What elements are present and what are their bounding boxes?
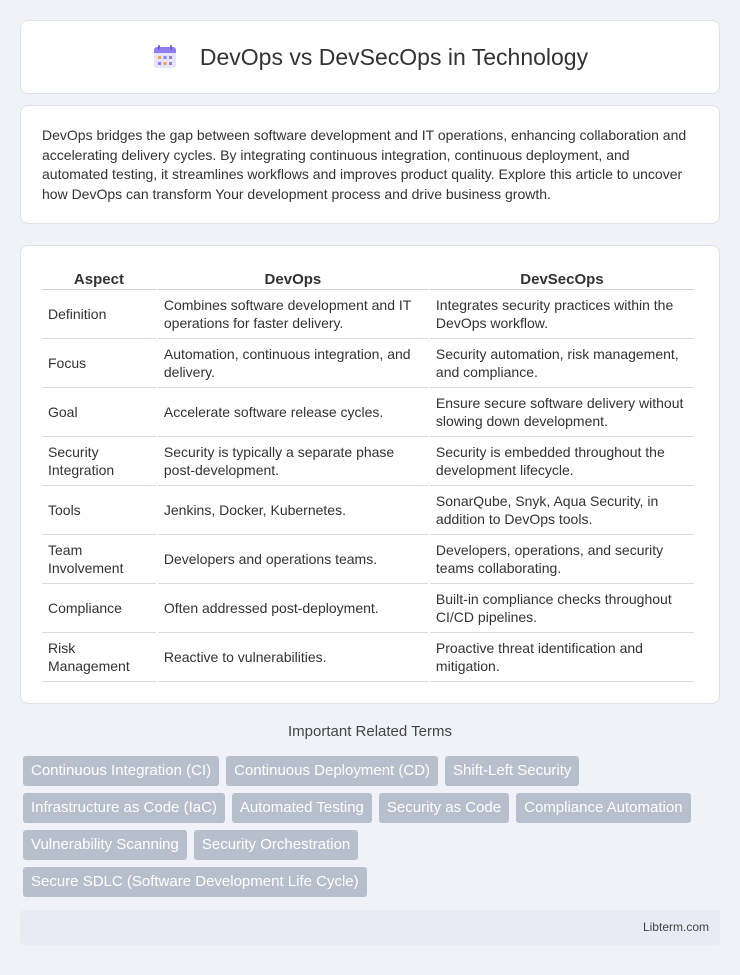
cell-aspect: Compliance xyxy=(42,584,156,633)
cell-aspect: Tools xyxy=(42,486,156,535)
table-row xyxy=(42,339,694,388)
cell-devops: Jenkins, Docker, Kubernetes. xyxy=(158,486,428,535)
table-row xyxy=(42,437,694,486)
related-term-tag[interactable]: Compliance Automation xyxy=(516,793,690,823)
intro-card xyxy=(20,105,720,224)
related-term-tag[interactable]: Continuous Deployment (CD) xyxy=(226,756,438,786)
cell-aspect: Team Involvement xyxy=(42,535,156,584)
header-aspect: Aspect xyxy=(42,264,156,290)
related-term-tag[interactable]: Automated Testing xyxy=(232,793,372,823)
cell-aspect: Security Integration xyxy=(42,437,156,486)
cell-devsecops: Security is embedded throughout the development lifecycle. xyxy=(430,437,694,486)
page-title: DevOps vs DevSecOps in Technology xyxy=(199,43,589,70)
table-row xyxy=(42,388,694,437)
header-devsecops: DevSecOps xyxy=(430,264,694,290)
cell-aspect: Focus xyxy=(42,339,156,388)
cell-devsecops: SonarQube, Snyk, Aqua Security, in addition to DevOps tools. xyxy=(430,486,694,535)
related-term-tag[interactable]: Vulnerability Scanning xyxy=(23,830,187,860)
comparison-table xyxy=(40,264,696,682)
header-devops: DevOps xyxy=(158,264,428,290)
cell-devsecops: Integrates security practices within the DevOps workflow. xyxy=(430,290,694,339)
cell-devops: Reactive to vulnerabilities. xyxy=(158,633,428,682)
footer xyxy=(20,910,720,945)
related-term-tag[interactable]: Shift-Left Security xyxy=(445,756,579,786)
comparison-table-card xyxy=(20,245,720,704)
related-terms-list xyxy=(23,756,713,904)
table-row xyxy=(42,486,694,535)
cell-devops: Security is typically a separate phase post-development. xyxy=(158,437,428,486)
cell-devsecops: Proactive threat identification and mitigation. xyxy=(430,633,694,682)
cell-aspect: Risk Management xyxy=(42,633,156,682)
cell-devsecops: Ensure secure software delivery without slowing down development. xyxy=(430,388,694,437)
cell-devops: Automation, continuous integration, and delivery. xyxy=(158,339,428,388)
cell-devsecops: Developers, operations, and security teams collaborating. xyxy=(430,535,694,584)
related-term-tag[interactable]: Infrastructure as Code (IaC) xyxy=(23,793,225,823)
cell-aspect: Goal xyxy=(42,388,156,437)
table-row xyxy=(42,584,694,633)
related-term-tag[interactable]: Security Orchestration xyxy=(194,830,358,860)
related-term-tag[interactable]: Continuous Integration (CI) xyxy=(23,756,219,786)
cell-devops: Developers and operations teams. xyxy=(158,535,428,584)
footer-site-link[interactable]: Libterm.com xyxy=(642,920,709,934)
cell-devops: Often addressed post-deployment. xyxy=(158,584,428,633)
table-row xyxy=(42,633,694,682)
cell-devsecops: Built-in compliance checks throughout CI/CD pipelines. xyxy=(430,584,694,633)
calendar-grid-icon xyxy=(152,44,178,70)
cell-devops: Accelerate software release cycles. xyxy=(158,388,428,437)
intro-paragraph: DevOps bridges the gap between software development and IT operations, enhancing collaboration and accelerating delivery cycles. By integrating continuous integration, continuous deployment, and automated testing, it streamlines workflows and improves product quality. Explore this article to uncover how DevOps can transform Your development process and drive business growth. xyxy=(42,127,687,202)
related-term-tag[interactable]: Secure SDLC (Software Development Life Cycle) xyxy=(23,867,367,897)
table-row xyxy=(42,535,694,584)
header-card xyxy=(20,20,720,94)
related-term-tag[interactable]: Security as Code xyxy=(379,793,509,823)
table-row xyxy=(42,290,694,339)
cell-aspect: Definition xyxy=(42,290,156,339)
cell-devops: Combines software development and IT operations for faster delivery. xyxy=(158,290,428,339)
related-terms-title: Important Related Terms xyxy=(288,723,452,740)
cell-devsecops: Security automation, risk management, and compliance. xyxy=(430,339,694,388)
table-header-row xyxy=(42,264,694,290)
